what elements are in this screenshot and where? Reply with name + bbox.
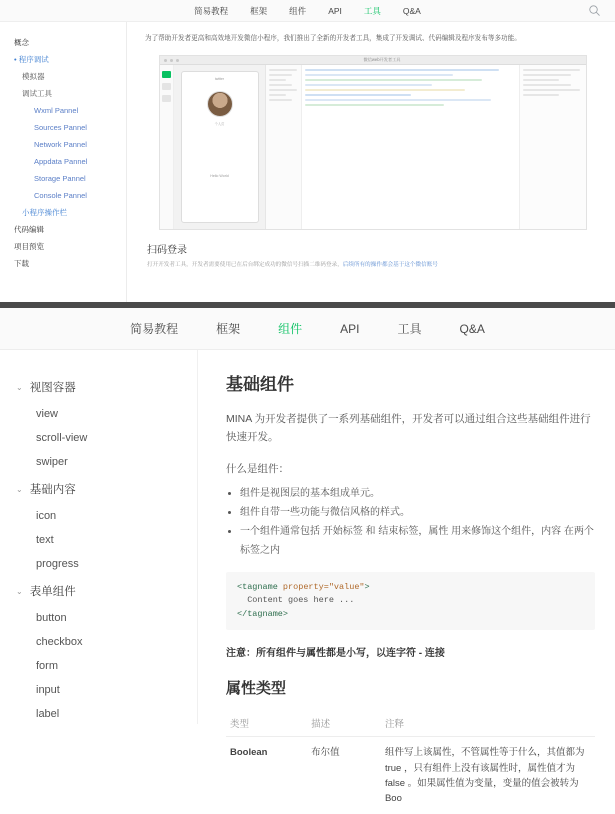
table-header-row: [226, 710, 595, 737]
top-body: [0, 22, 615, 302]
bottom-nav-item-tools[interactable]: 工具: [397, 322, 422, 336]
top-intro-paragraph: 为了帮助开发者更高和高效地开发微信小程序，我们推出了全新的开发者工具，集成了开发调试、代码编辑及程序发布等多功能。: [145, 35, 521, 42]
devtools-title: 微信web开发者工具: [363, 57, 401, 63]
sidebar-group-basic-content[interactable]: [0, 474, 197, 504]
bottom-nav-item-tutorial[interactable]: 简易教程: [130, 322, 179, 336]
sidebar-item-swiper[interactable]: swiper: [36, 456, 68, 468]
panel-line: [523, 89, 580, 91]
sidebar-group-label: 表单组件: [29, 586, 76, 598]
search-icon[interactable]: [588, 4, 601, 17]
tree-line: [269, 84, 292, 86]
sidebar-item-view[interactable]: view: [36, 408, 59, 420]
code-line: [305, 74, 453, 76]
sidebar-item-program-debug[interactable]: • 程序调试: [14, 55, 49, 64]
panel-line: [523, 79, 559, 81]
table-header-type: 类型: [226, 710, 307, 737]
avatar: [207, 91, 233, 117]
window-dot: [164, 59, 167, 62]
table-row: [226, 737, 595, 814]
code-line: [305, 84, 432, 86]
tree-line: [269, 99, 292, 101]
phone-top-bar-label: twitter: [214, 77, 225, 82]
panel-line: [523, 94, 559, 96]
tree-line: [269, 74, 292, 76]
sidebar-item-console-pannel[interactable]: Console Pannel: [34, 191, 87, 200]
panel-line: [523, 74, 571, 76]
tree-line: [269, 89, 297, 91]
rail-button-active: [162, 71, 171, 78]
sidebar-item-sources-pannel[interactable]: Sources Pannel: [34, 123, 87, 132]
table-cell-type: Boolean: [230, 747, 268, 759]
top-documentation-panel: [0, 0, 615, 302]
sidebar-item-input[interactable]: input: [36, 684, 60, 696]
sidebar-item-text[interactable]: text: [36, 534, 54, 546]
lowercase-note: 注意：所有组件与属性都是小写，以连字符 - 连接: [226, 648, 445, 660]
code-close-tag: </tagname>: [237, 608, 289, 619]
top-nav-item-qa[interactable]: Q&A: [402, 5, 421, 16]
screenshot-carousel: [159, 53, 587, 233]
devtools-simulator: [174, 65, 266, 229]
bottom-nav-item-qa[interactable]: Q&A: [459, 321, 485, 336]
chevron-down-icon: ⌄: [16, 484, 23, 494]
chevron-down-icon: ⌄: [16, 586, 23, 596]
devtools-screenshot: [159, 55, 587, 230]
bottom-nav-item-framework[interactable]: 框架: [216, 322, 241, 336]
code-line: [305, 99, 491, 101]
devtools-titlebar: [160, 56, 586, 65]
bottom-navbar: [0, 308, 615, 350]
code-example-block: [226, 572, 595, 631]
phone-avatar-caption: 个人页: [214, 122, 225, 127]
section-title-attribute-types: 属性类型: [226, 680, 287, 698]
top-sidebar: [0, 22, 127, 302]
bottom-body: [0, 350, 615, 805]
phone-preview: [181, 71, 259, 223]
sidebar-item-appdata-pannel[interactable]: Appdata Pannel: [34, 157, 88, 166]
window-dot: [176, 59, 179, 62]
sidebar-item-debug-tools[interactable]: 调试工具: [22, 89, 52, 98]
sidebar-group-label: 视图容器: [29, 382, 76, 394]
top-nav-item-tools[interactable]: 工具: [363, 5, 381, 16]
sidebar-item-icon[interactable]: icon: [36, 510, 57, 522]
sidebar-group-label: 基础内容: [29, 484, 76, 496]
sidebar-item-wxml-pannel[interactable]: Wxml Pannel: [34, 106, 79, 115]
top-navbar: [0, 0, 615, 22]
sidebar-item-project-preview[interactable]: 项目预览: [14, 242, 44, 251]
sidebar-item-scroll-view[interactable]: scroll-view: [36, 432, 88, 444]
rail-button: [162, 83, 171, 90]
devtools-editor: [266, 65, 586, 229]
table-header-comment: 注释: [381, 710, 595, 737]
top-nav-item-framework[interactable]: 框架: [250, 5, 268, 16]
phone-footer-text: Hello World: [210, 174, 229, 179]
code-attribute: property="value": [282, 581, 365, 592]
rail-button: [162, 95, 171, 102]
sidebar-item-download[interactable]: 下载: [14, 259, 29, 268]
sidebar-item-miniprogram-toolbar[interactable]: 小程序操作栏: [22, 208, 67, 217]
table-cell-comment: 组件写上该属性，不管属性等于什么，其值都为 true ，只有组件上没有该属性时，属性值才为 false 。如果属性值为变量，变量的值会被转为Boo: [384, 747, 585, 805]
sidebar-item-network-pannel[interactable]: Network Pannel: [34, 140, 87, 149]
scan-login-note: [147, 260, 601, 268]
chevron-down-icon: ⌄: [16, 382, 23, 392]
devtools-main: [160, 65, 586, 229]
bottom-nav-item-components[interactable]: 组件: [278, 322, 303, 336]
code-line: [305, 89, 465, 91]
tree-line: [269, 79, 286, 81]
top-nav-item-api[interactable]: API: [328, 5, 342, 16]
sidebar-item-simulator[interactable]: 模拟器: [22, 72, 45, 81]
editor-right-panel: [520, 65, 586, 229]
sidebar-item-concept[interactable]: 概念: [14, 38, 29, 47]
tree-line: [269, 69, 297, 71]
intro-paragraph: MINA 为开发者提供了一系列基础组件，开发者可以通过组合这些基础组件进行快速开发。: [226, 413, 591, 443]
sidebar-item-checkbox[interactable]: checkbox: [36, 636, 83, 648]
bottom-documentation-panel: [0, 308, 615, 805]
sidebar-group-view-containers[interactable]: [0, 372, 197, 402]
sidebar-item-label[interactable]: label: [36, 708, 60, 720]
scan-login-note-highlight: 后续所有的操作都会基于这个微信账号: [342, 261, 438, 268]
code-line: [305, 94, 411, 96]
panel-line: [523, 84, 571, 86]
scan-login-title: 扫码登录: [147, 244, 187, 256]
what-is-component-label: 什么是组件：: [226, 462, 289, 475]
devtools-left-rail: [160, 65, 174, 229]
sidebar-item-form[interactable]: form: [36, 660, 58, 672]
list-item: • 一个组件通常包括 开始标签 和 结束标签，属性 用来修饰这个组件，内容 在两个标签之内: [240, 522, 595, 560]
attribute-types-table: [226, 710, 595, 814]
code-open-tag-close: >: [364, 581, 370, 592]
panel-line: [523, 69, 580, 71]
component-bullet-list: [226, 484, 595, 560]
sidebar-group-form-components[interactable]: [0, 576, 197, 606]
list-item: • 组件是视图层的基本组成单元。: [240, 484, 595, 503]
code-line: [305, 79, 482, 81]
top-content: [127, 22, 615, 302]
code-line: [305, 104, 444, 106]
table-header-desc: 描述: [307, 710, 381, 737]
code-line: [305, 69, 499, 71]
sidebar-item-progress[interactable]: progress: [36, 558, 79, 570]
window-dot: [170, 59, 173, 62]
bottom-sidebar: [0, 350, 198, 724]
bottom-nav-item-api[interactable]: API: [340, 321, 360, 336]
top-nav-item-components[interactable]: 组件: [289, 5, 307, 16]
scan-login-note-text: 打开开发者工具，开发者需要使用已在后台绑定成功的微信号扫描二维码登录，: [147, 261, 343, 268]
bottom-content: [198, 350, 615, 805]
sidebar-item-code-edit[interactable]: 代码编辑: [14, 225, 44, 234]
table-cell-desc: 布尔值: [311, 747, 340, 759]
code-content-line: Content goes here ...: [237, 595, 355, 606]
editor-code-area: [302, 65, 520, 229]
tree-line: [269, 94, 286, 96]
list-item: • 组件自带一些功能与微信风格的样式。: [240, 503, 595, 522]
page-title: 基础组件: [226, 375, 294, 394]
top-nav-item-tutorial[interactable]: 简易教程: [194, 5, 229, 16]
code-open-tag: <tagname: [237, 581, 283, 592]
sidebar-item-button[interactable]: button: [36, 612, 67, 624]
sidebar-item-storage-pannel[interactable]: Storage Pannel: [34, 174, 86, 183]
editor-file-tree: [266, 65, 302, 229]
